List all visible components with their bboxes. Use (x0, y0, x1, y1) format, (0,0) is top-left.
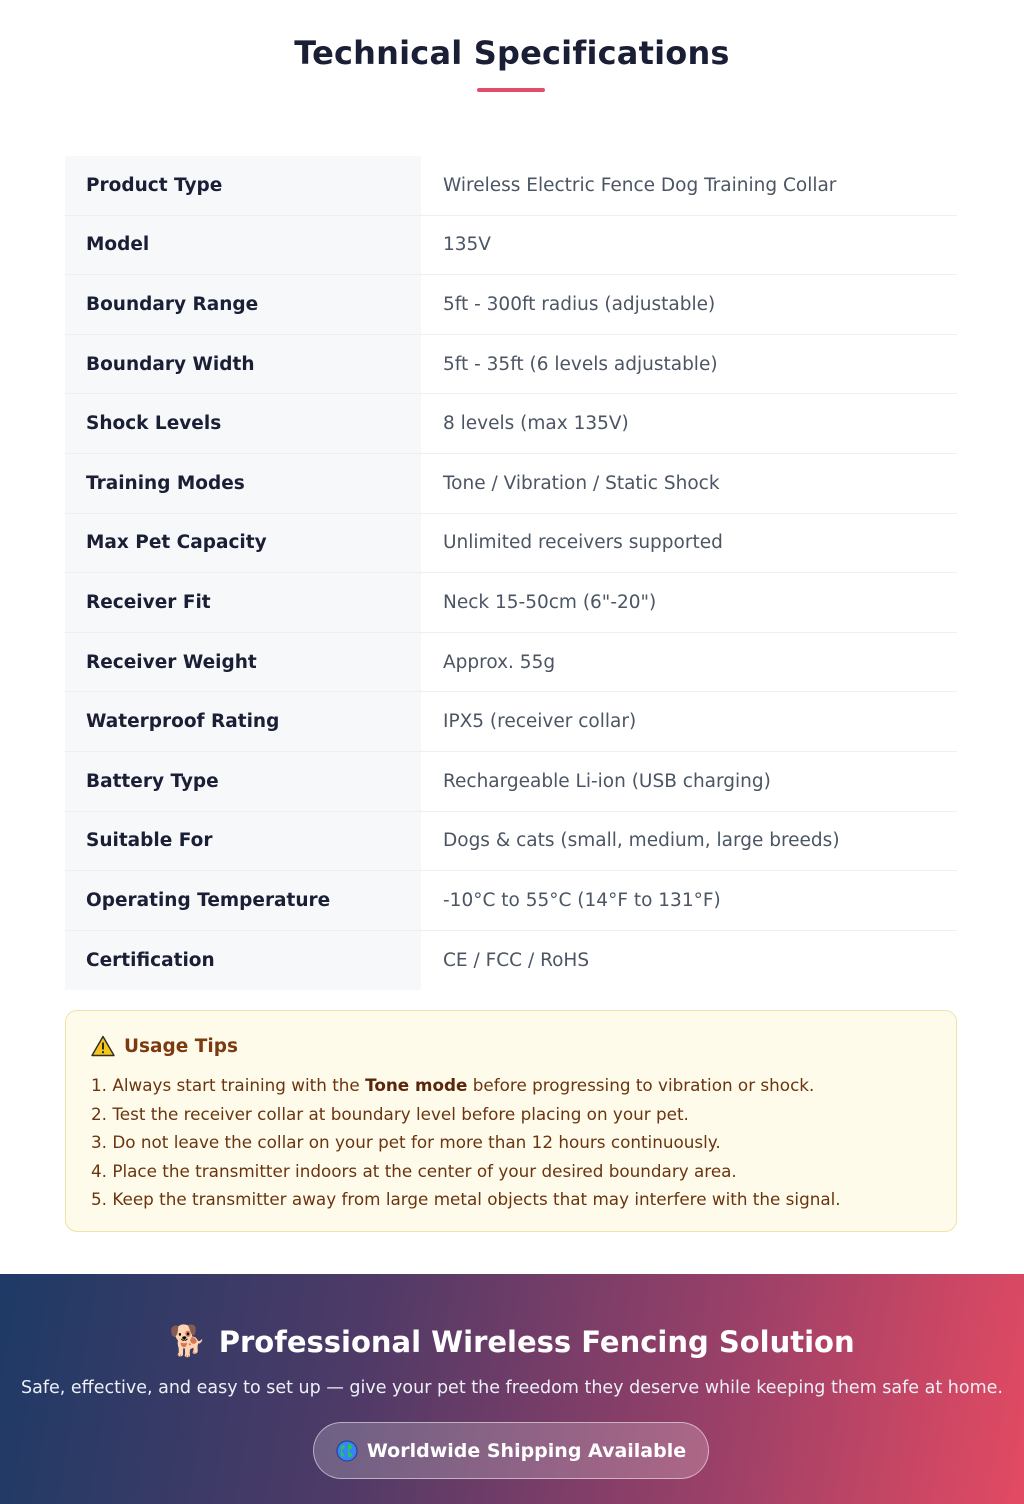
tips-title: Usage Tips (124, 1035, 238, 1057)
spec-row (65, 812, 957, 872)
spec-label: Receiver Fit (65, 573, 421, 632)
spec-label: Training Modes (65, 454, 421, 513)
tip-text: Always start training with the (112, 1075, 366, 1095)
warning-icon (91, 1035, 115, 1057)
tip-item (91, 1128, 931, 1157)
spec-row (65, 573, 957, 633)
spec-row (65, 156, 957, 216)
spec-label: Shock Levels (65, 394, 421, 453)
usage-tips-box (65, 1010, 957, 1232)
dog-icon: 🐕 (169, 1324, 207, 1359)
globe-icon (336, 1440, 358, 1462)
spec-value: -10°C to 55°C (14°F to 131°F) (443, 889, 721, 911)
spec-value: 8 levels (max 135V) (443, 413, 629, 435)
spec-row (65, 692, 957, 752)
spec-value: Neck 15-50cm (6"-20") (443, 591, 657, 613)
spec-label: Model (65, 216, 421, 275)
spec-label: Suitable For (65, 812, 421, 871)
spec-row (65, 335, 957, 395)
tips-header (91, 1033, 931, 1059)
tips-list (91, 1071, 931, 1214)
worldwide-shipping-button[interactable] (313, 1422, 709, 1479)
spec-value: 5ft - 300ft radius (adjustable) (443, 293, 716, 315)
shipping-button-label: Worldwide Shipping Available (366, 1439, 687, 1462)
page-title: Technical Specifications (294, 34, 730, 72)
spec-value: 5ft - 35ft (6 levels adjustable) (443, 353, 718, 375)
spec-value: 135V (443, 234, 491, 256)
banner-title (0, 1324, 1024, 1359)
spec-value: Unlimited receivers supported (443, 532, 723, 554)
spec-label: Max Pet Capacity (65, 514, 421, 573)
spec-row (65, 454, 957, 514)
spec-value: Approx. 55g (443, 651, 556, 673)
spec-table (65, 156, 957, 990)
spec-label: Boundary Range (65, 275, 421, 334)
spec-row (65, 514, 957, 574)
tip-text: Place the transmitter indoors at the center of your desired boundary area. (112, 1160, 737, 1181)
spec-value: Wireless Electric Fence Dog Training Collar (443, 174, 837, 196)
spec-value: Tone / Vibration / Static Shock (443, 472, 720, 494)
spec-label: Certification (65, 931, 421, 991)
spec-value: Rechargeable Li-ion (USB charging) (443, 770, 771, 792)
spec-row (65, 871, 957, 931)
tip-item (91, 1071, 931, 1100)
tip-number: 1. (91, 1075, 108, 1095)
spec-label: Product Type (65, 156, 421, 215)
tip-text: Test the receiver collar at boundary level before placing on your pet. (112, 1103, 689, 1124)
spec-row (65, 216, 957, 276)
spec-value: Dogs & cats (small, medium, large breeds) (443, 830, 840, 852)
tip-text: Keep the transmitter away from large metal objects that may interfere with the signal. (112, 1189, 841, 1210)
title-underline (477, 88, 545, 92)
spec-label: Boundary Width (65, 335, 421, 394)
spec-label: Operating Temperature (65, 871, 421, 930)
spec-label: Receiver Weight (65, 633, 421, 692)
tip-item (91, 1100, 931, 1129)
tip-text: Do not leave the collar on your pet for more than 12 hours continuously. (112, 1132, 721, 1153)
tip-item (91, 1157, 931, 1186)
spec-value: IPX5 (receiver collar) (443, 711, 637, 733)
banner-subtitle: Safe, effective, and easy to set up — give your pet the freedom they deserve while keeping them safe at home. (21, 1378, 1003, 1398)
banner-title-text: Professional Wireless Fencing Solution (218, 1324, 855, 1359)
tip-number: 2. (91, 1103, 108, 1124)
spec-label: Battery Type (65, 752, 421, 811)
spec-row (65, 394, 957, 454)
tip-text-after: before progressing to vibration or shock. (467, 1075, 815, 1095)
spec-row (65, 931, 957, 991)
tip-item (91, 1185, 931, 1214)
tip-emphasis: Tone mode (365, 1075, 468, 1095)
spec-row (65, 275, 957, 335)
spec-label: Waterproof Rating (65, 692, 421, 751)
spec-value: CE / FCC / RoHS (443, 950, 590, 972)
promo-banner (0, 1274, 1024, 1504)
spec-row (65, 752, 957, 812)
tip-number: 4. (91, 1160, 108, 1181)
tip-number: 3. (91, 1132, 108, 1153)
spec-row (65, 633, 957, 693)
tip-number: 5. (91, 1189, 108, 1210)
